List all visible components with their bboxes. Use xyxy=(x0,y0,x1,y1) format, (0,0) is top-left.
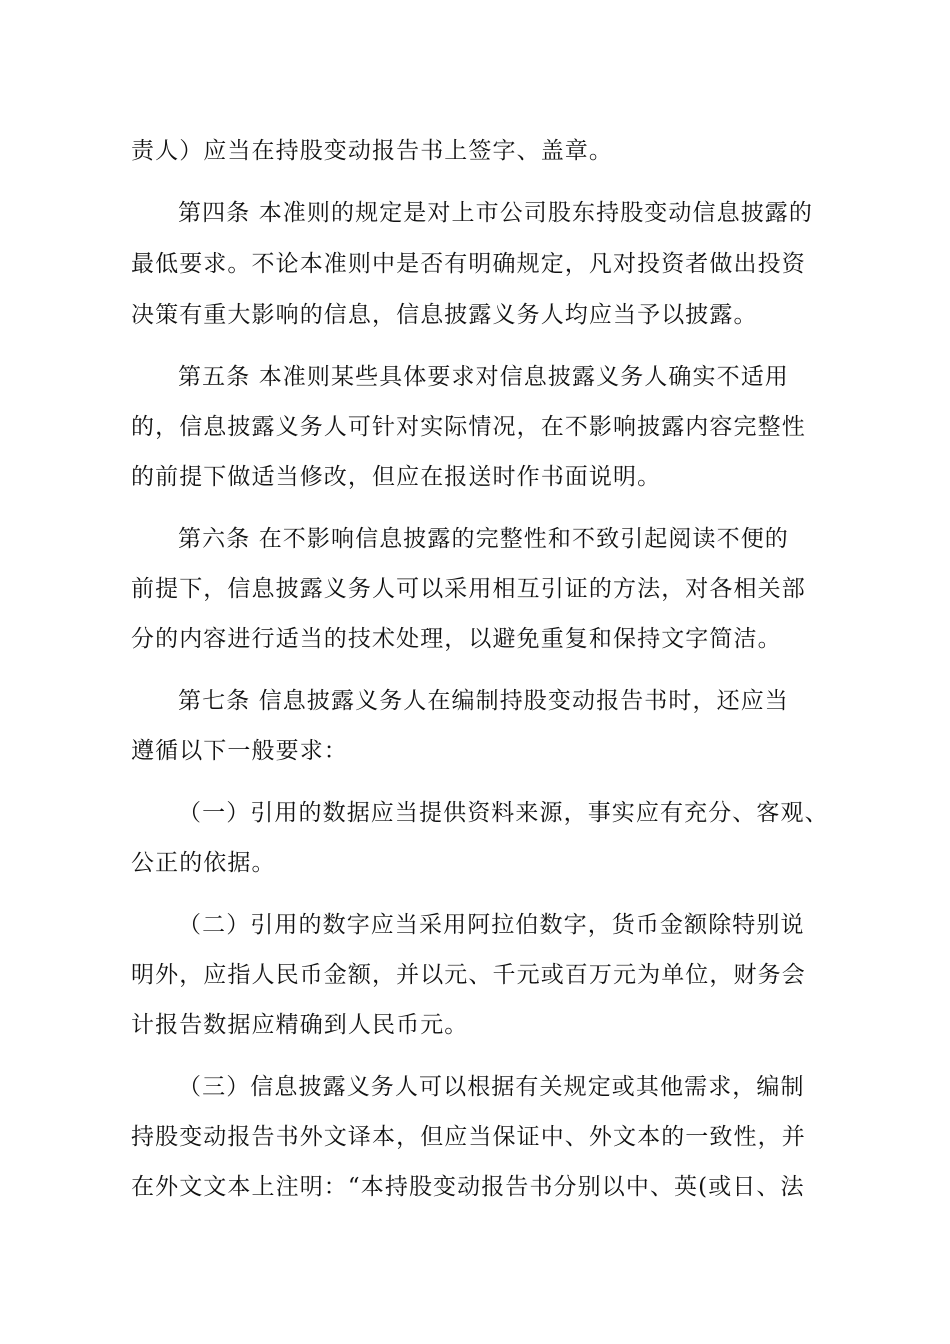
article-7-line-1: 第七条 信息披露义务人在编制持股变动报告书时，还应当 xyxy=(178,688,789,714)
item-1-line-2: 公正的依据。 xyxy=(131,850,276,876)
item-2-line-2: 明外，应指人民币金额，并以元、千元或百万元为单位，财务会 xyxy=(131,962,806,988)
article-4-line-1: 第四条 本准则的规定是对上市公司股东持股变动信息披露的 xyxy=(178,200,814,226)
article-6-line-3: 分的内容进行适当的技术处理，以避免重复和保持文字简洁。 xyxy=(131,626,782,652)
article-5-line-2: 的，信息披露义务人可针对实际情况，在不影响披露内容完整性 xyxy=(131,414,806,440)
article-5-line-3: 的前提下做适当修改，但应在报送时作书面说明。 xyxy=(131,464,662,490)
article-7-line-2: 遵循以下一般要求： xyxy=(131,738,348,764)
item-2-line-3: 计报告数据应精确到人民币元。 xyxy=(131,1012,469,1038)
article-4-line-3: 决策有重大影响的信息，信息披露义务人均应当予以披露。 xyxy=(131,302,758,328)
text-line-1: 责人）应当在持股变动报告书上签字、盖章。 xyxy=(131,138,613,164)
item-3-line-3: 在外文文本上注明：“本持股变动报告书分别以中、英(或日、法 xyxy=(131,1174,805,1200)
item-3-line-1: （三）信息披露义务人可以根据有关规定或其他需求，编制 xyxy=(178,1074,805,1100)
article-6-line-2: 前提下，信息披露义务人可以采用相互引证的方法，对各相关部 xyxy=(131,576,806,602)
item-2-line-1: （二）引用的数字应当采用阿拉伯数字，货币金额除特别说 xyxy=(178,912,805,938)
item-3-line-2: 持股变动报告书外文译本，但应当保证中、外文本的一致性，并 xyxy=(131,1124,806,1150)
item-1-line-1: （一）引用的数据应当提供资料来源，事实应有充分、客观、 xyxy=(178,800,829,826)
article-4-line-2: 最低要求。不论本准则中是否有明确规定，凡对投资者做出投资 xyxy=(131,251,806,277)
article-5-line-1: 第五条 本准则某些具体要求对信息披露义务人确实不适用 xyxy=(178,364,789,390)
article-6-line-1: 第六条 在不影响信息披露的完整性和不致引起阅读不便的 xyxy=(178,526,789,552)
